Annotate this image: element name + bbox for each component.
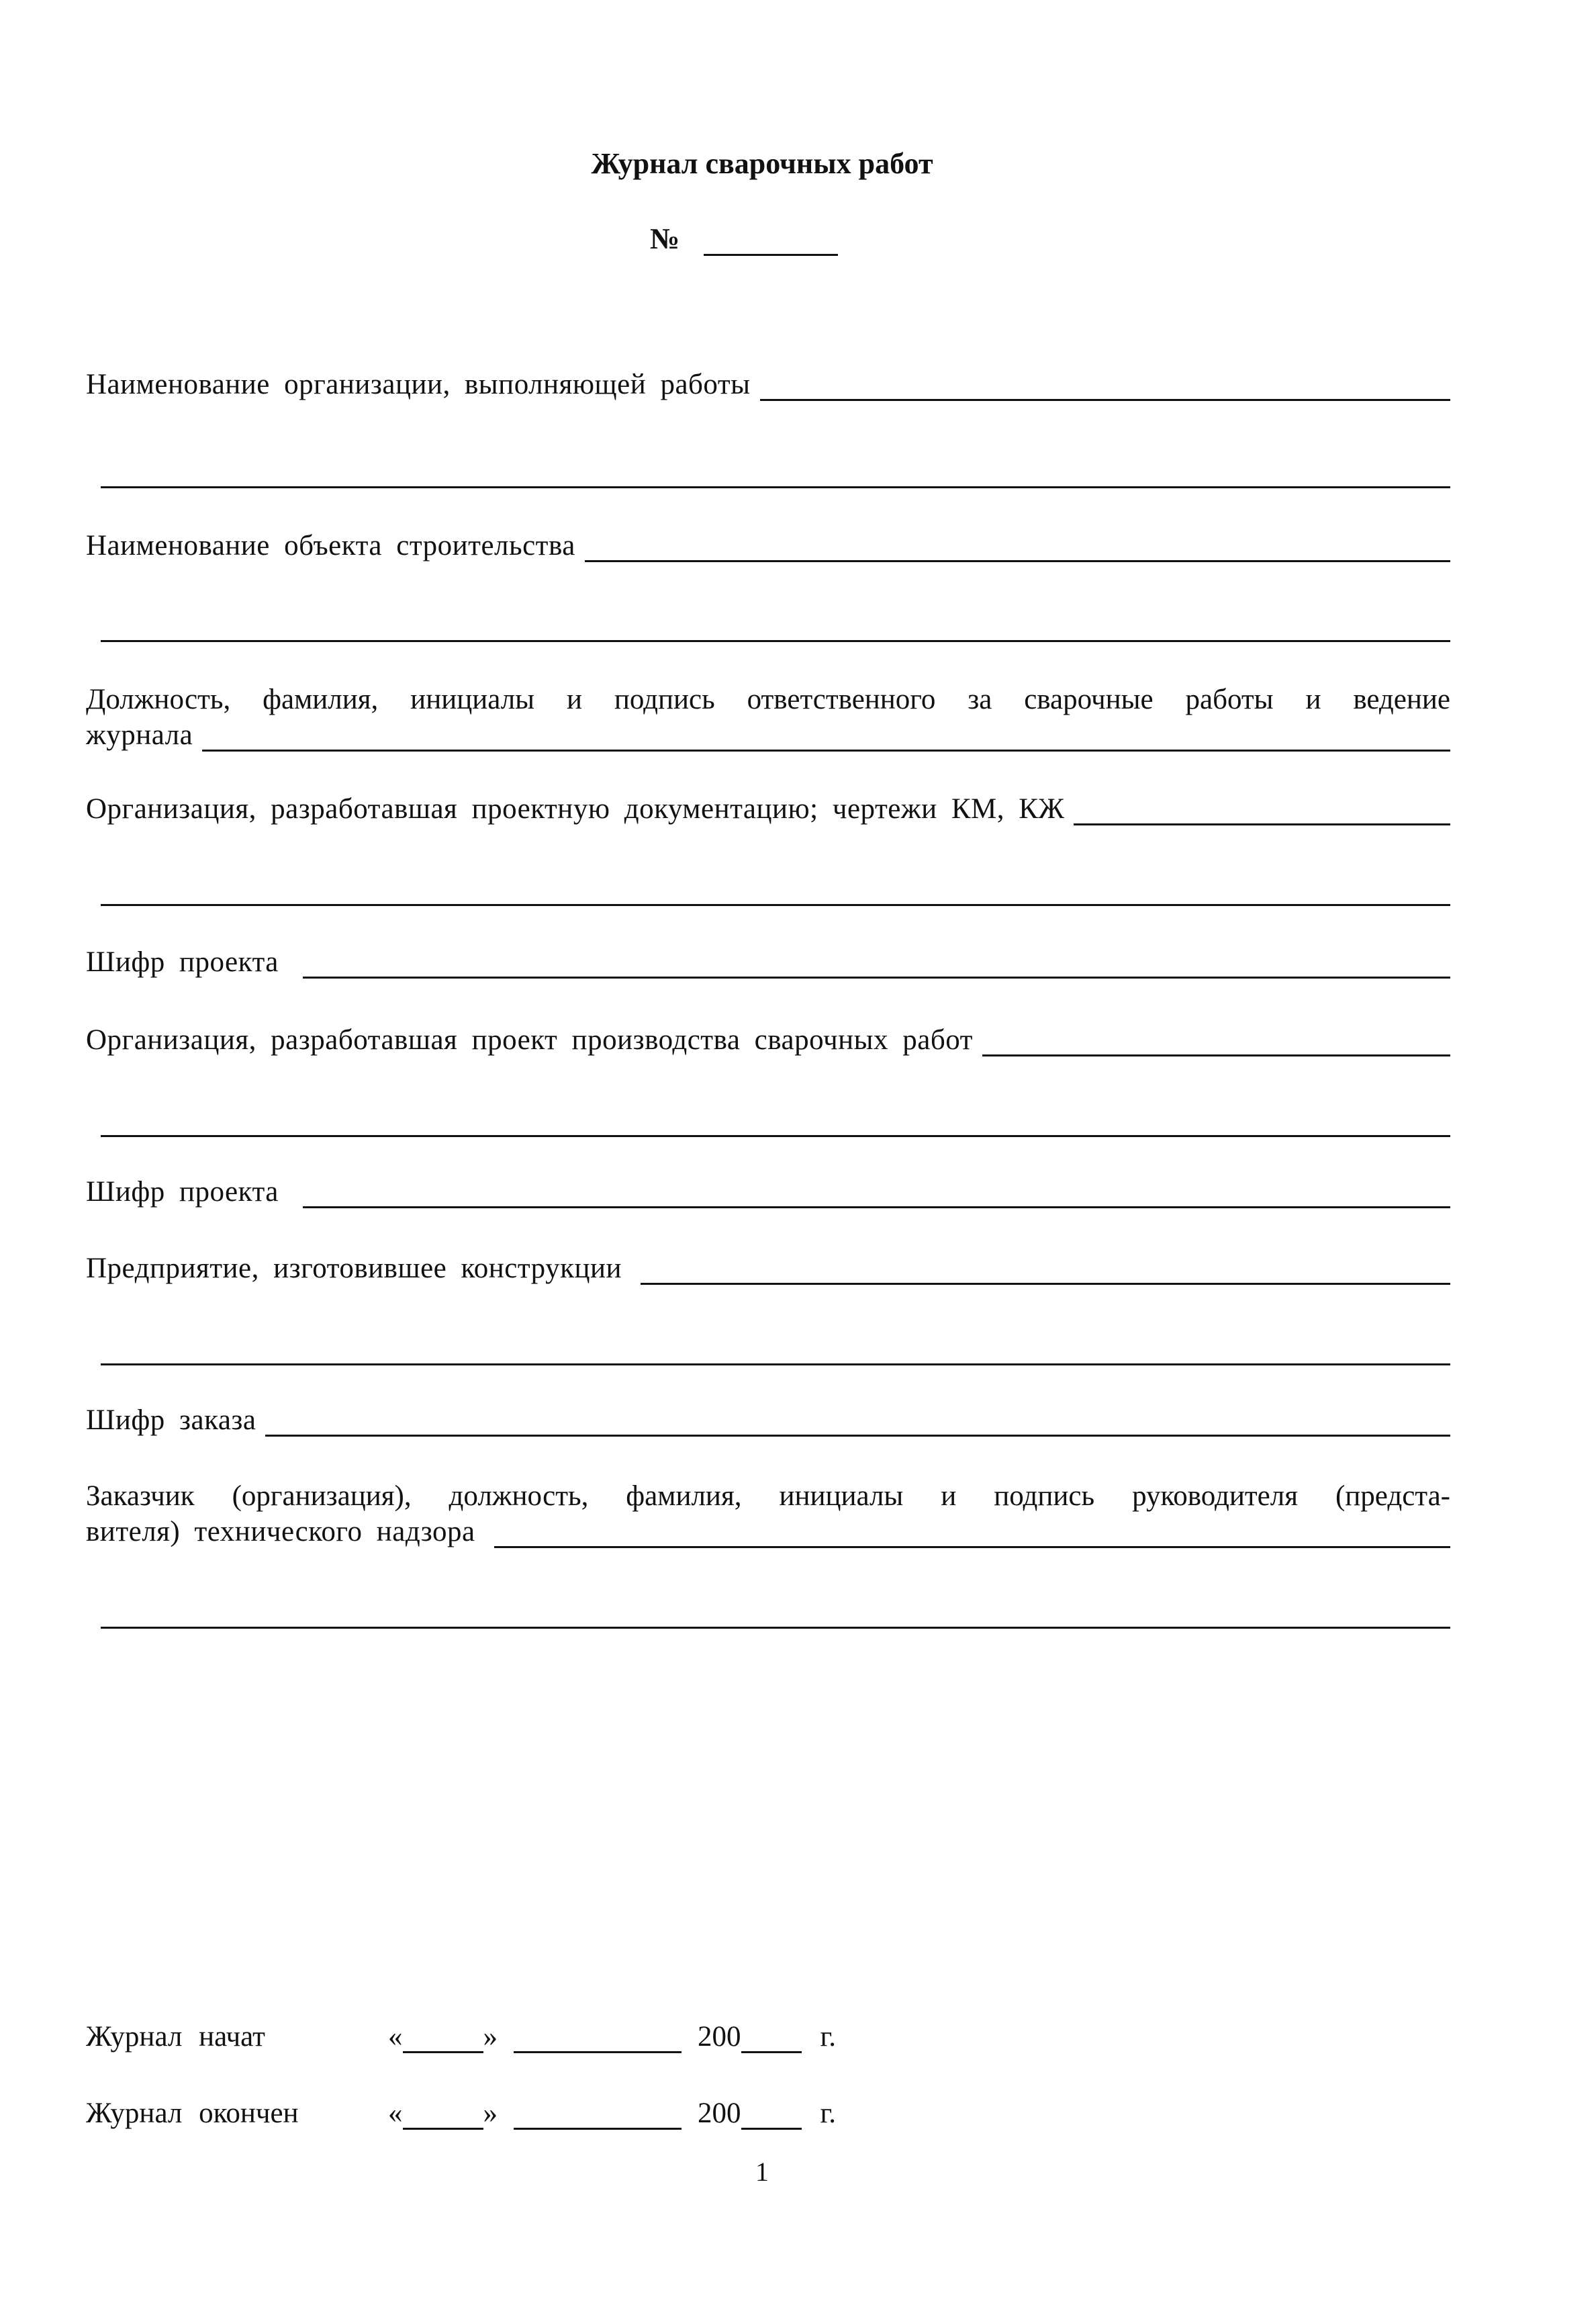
finished-day-blank[interactable] [403, 2104, 483, 2130]
customer-blank[interactable] [494, 1522, 1450, 1548]
journal-finished-row [86, 2097, 836, 2130]
welding-project-org-blank-2[interactable] [101, 1135, 1450, 1137]
quote-open: « [388, 2021, 403, 2053]
journal-number-blank[interactable] [704, 227, 838, 256]
construction-object-blank[interactable] [585, 536, 1450, 562]
construction-object-blank-2[interactable] [101, 640, 1450, 642]
quote-open: « [388, 2098, 403, 2129]
journal-number-row [650, 222, 838, 256]
welding-project-org-blank[interactable] [982, 1030, 1450, 1056]
org-executing-blank-2[interactable] [101, 486, 1450, 488]
customer-blank-2[interactable] [101, 1627, 1450, 1629]
manufacturer-blank-2[interactable] [101, 1363, 1450, 1365]
started-year-prefix: 200 [698, 2021, 741, 2053]
finished-year-suffix: г. [820, 2098, 837, 2129]
started-year-blank[interactable] [741, 2027, 802, 2053]
design-org-field [86, 793, 1450, 825]
journal-started-label: Журнал начат [86, 2021, 265, 2053]
responsible-label-line2: журнала [86, 719, 193, 751]
manufacturer-label: Предприятие, изготовившее конструкции [86, 1253, 622, 1284]
document-title: Журнал сварочных работ [591, 147, 933, 180]
page-number: 1 [755, 2157, 769, 2187]
order-code-blank[interactable] [265, 1410, 1450, 1437]
construction-object-label: Наименование объекта строительства [86, 530, 575, 561]
finished-year-blank[interactable] [741, 2104, 802, 2130]
finished-month-blank[interactable] [514, 2104, 682, 2130]
project-code-2-field [86, 1175, 1450, 1208]
design-org-blank[interactable] [1074, 799, 1450, 825]
responsible-field [86, 719, 1450, 752]
number-sign: № [650, 222, 680, 255]
org-executing-label: Наименование организации, выполняющей работы [86, 369, 751, 400]
responsible-label-line1: Должность, фамилия, инициалы и подпись ответственного за сварочные работы и ведение [86, 684, 1450, 715]
customer-label-line2: вителя) технического надзора [86, 1516, 475, 1547]
org-executing-field [86, 368, 1450, 401]
project-code-2-blank[interactable] [303, 1182, 1450, 1208]
manufacturer-blank[interactable] [641, 1259, 1450, 1285]
started-day-blank[interactable] [403, 2027, 483, 2053]
design-org-blank-2[interactable] [101, 904, 1450, 906]
journal-started-row [86, 2020, 836, 2053]
customer-field [86, 1515, 1450, 1548]
project-code-1-blank[interactable] [303, 952, 1450, 979]
customer-label-line1: Заказчик (организация), должность, фамилия, инициалы и подпись руководителя (предста- [86, 1480, 1450, 1512]
order-code-label: Шифр заказа [86, 1404, 256, 1436]
finished-year-prefix: 200 [698, 2098, 741, 2129]
order-code-field [86, 1404, 1450, 1437]
responsible-blank[interactable] [202, 725, 1450, 752]
welding-project-org-field [86, 1024, 1450, 1056]
project-code-1-field [86, 946, 1450, 979]
project-code-2-label: Шифр проекта [86, 1176, 279, 1208]
project-code-1-label: Шифр проекта [86, 946, 279, 978]
org-executing-blank[interactable] [760, 375, 1450, 401]
quote-close: » [483, 2098, 498, 2129]
welding-project-org-label: Организация, разработавшая проект производства сварочных работ [86, 1024, 973, 1056]
quote-close: » [483, 2021, 498, 2053]
construction-object-field [86, 529, 1450, 562]
started-month-blank[interactable] [514, 2027, 682, 2053]
started-year-suffix: г. [820, 2021, 837, 2053]
design-org-label: Организация, разработавшая проектную документацию; чертежи КМ, КЖ [86, 793, 1065, 825]
manufacturer-field [86, 1252, 1450, 1285]
journal-finished-label: Журнал окончен [86, 2098, 299, 2129]
